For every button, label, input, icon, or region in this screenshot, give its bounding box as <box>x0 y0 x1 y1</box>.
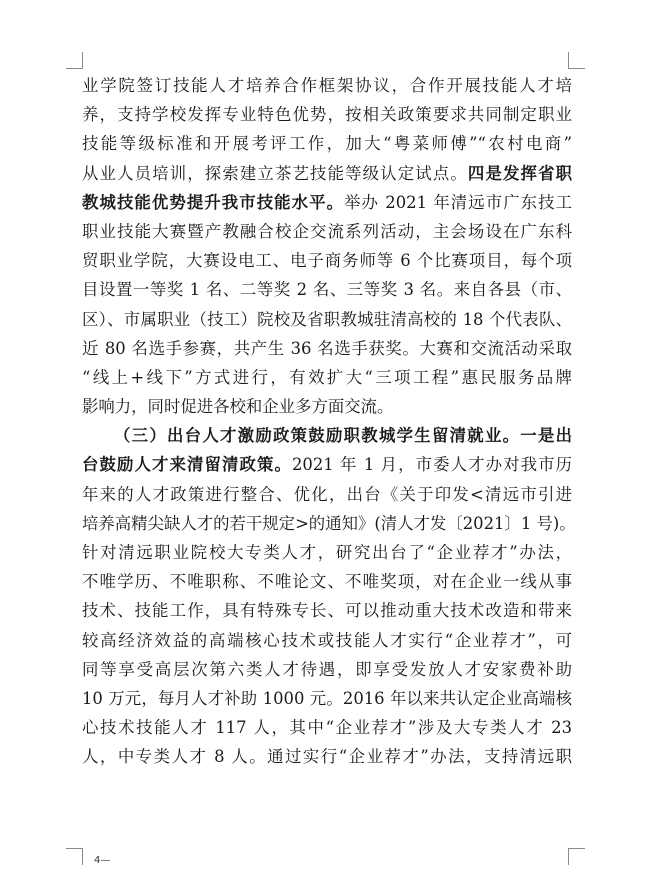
text-line <box>82 742 572 771</box>
text-run: 10 万元，每月人才补助 1000 元。2016 年以来共认定企业高端核 <box>82 688 572 708</box>
text-line <box>82 450 572 479</box>
bold-text-run: （三）出台人才激励政策鼓励职教城学生留清就业。一是出 <box>114 426 572 446</box>
crop-mark-bottom-right <box>568 848 585 865</box>
crop-mark-bottom-left <box>66 848 83 865</box>
text-line <box>82 713 572 742</box>
text-line <box>82 188 572 217</box>
text-line <box>82 596 572 625</box>
text-run: “线上+线下”方式进行，有效扩大“三项工程”惠民服务品牌 <box>82 367 572 387</box>
text-run: 区）、市属职业（技工）院校及省职教城驻清高校的 18 个代表队、 <box>82 309 572 329</box>
bold-text-run: 教城技能优势提升我市技能水平。 <box>82 192 345 212</box>
text-line <box>82 71 572 100</box>
text-run: 职业技能大赛暨产教融合校企交流系列活动，主会场设在广东科 <box>82 221 572 241</box>
text-run: 业学院签订技能人才培养合作框架协议，合作开展技能人才培 <box>82 76 572 95</box>
text-run: 养，支持学校发挥专业特色优势，按相关政策要求共同制定职业 <box>82 105 572 125</box>
text-run: 技能等级标准和开展考评工作，加大“粤菜师傅”“农村电商” <box>82 134 572 154</box>
text-line <box>82 246 572 275</box>
text-line <box>82 334 572 363</box>
text-line <box>82 538 572 567</box>
text-line <box>82 626 572 655</box>
text-line <box>82 159 572 188</box>
text-run: 2021 年 1 月，市委人才办对我市历 <box>292 455 572 475</box>
text-run: 针对清远职业院校大专类人才，研究出台了“企业荐才”办法， <box>82 543 572 562</box>
text-line <box>82 275 572 304</box>
text-run: 人，中专类人才 8 人。通过实行“企业荐才”办法，支持清远职 <box>82 747 572 767</box>
bold-text-run: 台鼓励人才来清留清政策。 <box>82 455 292 475</box>
text-run: 近 80 名选手参赛，共产生 36 名选手获奖。大赛和交流活动采取 <box>82 338 572 358</box>
text-run: 年来的人才政策进行整合、优化，出台《关于印发<清远市引进 <box>82 484 572 504</box>
text-run: 不唯学历、不唯职称、不唯论文、不唯奖项，对在企业一线从事 <box>82 572 572 592</box>
text-run: 影响力，同时促进各校和企业多方面交流。 <box>82 397 394 417</box>
text-run: 从业人员培训，探索建立茶艺技能等级认定试点。 <box>82 163 468 183</box>
text-run: 较高经济效益的高端核心技术或技能人才实行“企业荐才”，可 <box>82 630 572 650</box>
crop-mark-top-left <box>66 52 83 69</box>
text-run: 目设置一等奖 1 名、二等奖 2 名、三等奖 3 名。来自各县（市、 <box>82 280 572 300</box>
text-run: 举办 2021 年清远市广东技工 <box>344 192 573 212</box>
body-text <box>82 71 576 772</box>
text-line <box>82 480 572 509</box>
text-line <box>82 392 572 421</box>
text-line <box>82 217 572 246</box>
crop-mark-top-right <box>568 52 585 69</box>
text-run: 培养高精尖缺人才的若干规定>的通知》(清人才发〔2021〕1 号)。 <box>82 513 576 533</box>
bold-text-run: 四是发挥省职 <box>467 163 573 183</box>
page-number: 4— <box>94 855 111 866</box>
text-line <box>82 509 576 538</box>
text-line <box>82 129 572 158</box>
page-number-value: 4 <box>94 855 101 866</box>
text-line <box>82 421 572 450</box>
text-line <box>82 655 572 684</box>
text-line <box>82 567 572 596</box>
text-line <box>82 100 572 129</box>
text-run: 技术、技能工作，具有特殊专长、可以推动重大技术改造和带来 <box>82 601 572 621</box>
text-line <box>82 363 572 392</box>
text-line <box>82 305 572 334</box>
text-run: 同等享受高层次第六类人才待遇，即享受发放人才安家费补助 <box>82 659 572 679</box>
text-line <box>82 684 572 713</box>
text-run: 心技术技能人才 117 人，其中“企业荐才”涉及大专类人才 23 <box>82 718 572 738</box>
text-run: 贸职业学院，大赛设电工、电子商务师等 6 个比赛项目，每个项 <box>82 251 572 271</box>
